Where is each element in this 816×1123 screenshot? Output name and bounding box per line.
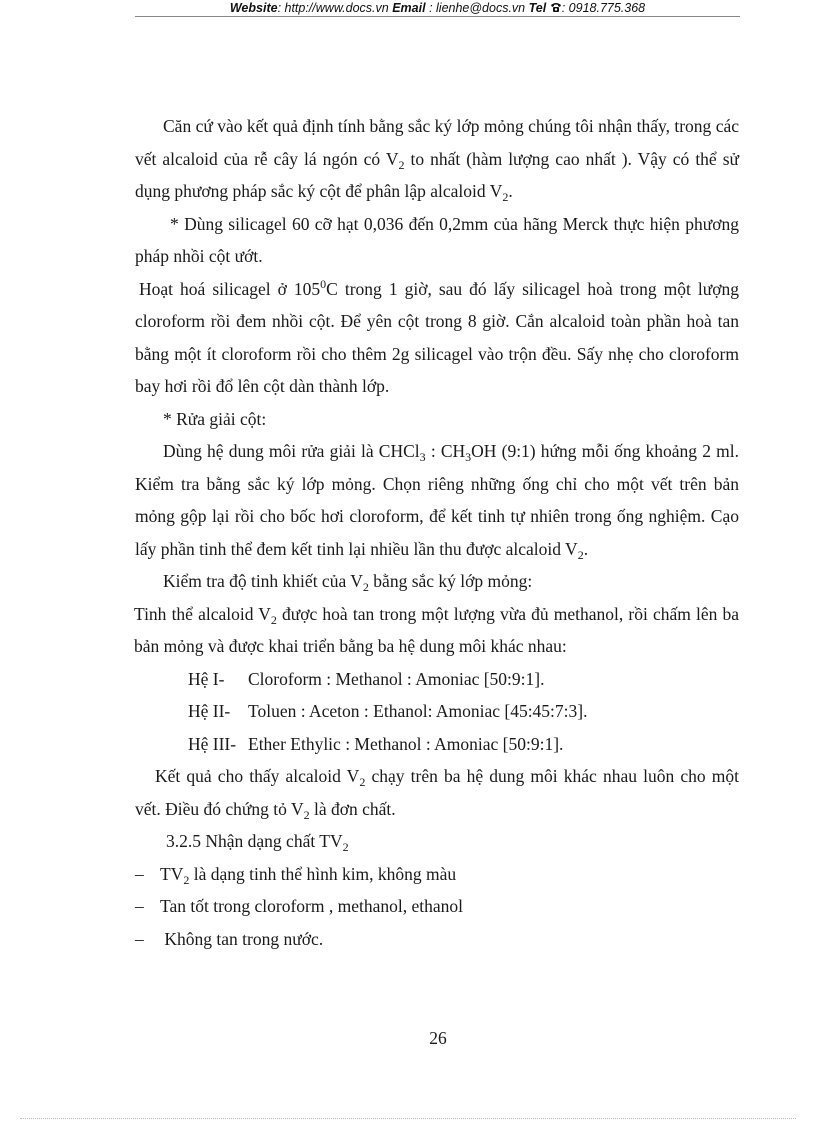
email-label: Email bbox=[392, 1, 426, 15]
paragraph-conclusion: Căn cứ vào kết quả định tính bằng sắc ký lớp mỏng chúng tôi nhận thấy, trong các vết alcaloid của rễ cây lá ngón có $V_2$ to nhất (hàm lượng cao nhất ). Vậy có thể sử dụng phương pháp sắc ký cột để phân lập alcaloid $V_2$. bbox=[135, 116, 739, 204]
paragraph-result: Kết quả cho thấy alcaloid $V_2$ chạy trên ba hệ dung môi khác nhau luôn cho một vết. Điều đó chứng tỏ $V_2$ là đơn chất. bbox=[135, 766, 739, 822]
paragraph-elution: Dùng hệ dung môi rửa giải là CHCl$_3$ : $CH_3OH$ (9:1) hứng mỗi ống khoảng 2 ml. Kiểm tra bằng sắc ký lớp mỏng. Chọn riêng những ống chỉ cho một vết trên bản mỏng gộp lại rồi cho bốc hơi cloroform, để kết tinh tự nhiên trong ống nghiệm. Cạo lấy phần tinh thể đem kết tinh lại nhiều lần thu được alcaloid $V_2$. bbox=[135, 441, 739, 562]
paragraph-activation: Hoạt hoá silicagel ở $105^0C$ trong 1 giờ, sau đó lấy silicagel hoà trong một lượng cloroform rồi đem nhồi cột. Để yên cột trong 8 giờ. Cắn alcaloid toàn phần hoà tan bằng một ít cloroform rồi cho thêm 2g silicagel vào trộn đều. Sấy nhẹ cho cloroform bay hơi rồi đổ lên cột dàn thành lớp. bbox=[135, 276, 739, 396]
website-value: : http://www.docs.vn bbox=[277, 1, 389, 15]
list-item: – Không tan trong nước. bbox=[135, 928, 324, 949]
page-number: 26 bbox=[429, 1028, 447, 1048]
phone-icon bbox=[550, 1, 562, 17]
solvent-system: Hệ I- Cloroform : Methanol : Amoniac [50:9:1]. bbox=[188, 668, 545, 689]
list-item: – Tan tốt trong cloroform , methanol, ethanol bbox=[135, 896, 464, 916]
solvent-system: Hệ II- Toluen : Aceton : Ethanol: Amoniac [45:45:7:3]. bbox=[188, 701, 588, 721]
document-body bbox=[135, 110, 739, 955]
list-item: – $TV_2$ là dạng tinh thể hình kim, không màu bbox=[135, 863, 457, 887]
section-heading: 3.2.5 Nhận dạng chất $TV_2$ bbox=[166, 831, 349, 854]
website-label: Website bbox=[229, 1, 278, 15]
tel-value: : 0918.775.368 bbox=[561, 1, 646, 15]
paragraph-crystal: Tinh thể alcaloid $V_2$ được hoà tan trong một lượng vừa đủ methanol, rồi chấm lên ba bản mỏng và được khai triển bằng ba hệ dung môi khác nhau: bbox=[134, 603, 739, 656]
footer-divider bbox=[20, 1118, 796, 1119]
email-value: : lienhe@docs.vn bbox=[429, 1, 526, 15]
page-header bbox=[135, 0, 740, 17]
paragraph-silicagel: * Dùng silicagel 60 cỡ hạt 0,036 đến 0,2mm của hãng Merck thực hiện phương pháp nhồi cột ướt. bbox=[135, 213, 739, 266]
solvent-system: Hệ III- Ether Ethylic : Methanol : Amoniac [50:9:1]. bbox=[188, 733, 564, 754]
paragraph-elution-title: * Rửa giải cột: bbox=[163, 408, 267, 429]
paragraph-purity-check: Kiểm tra độ tinh khiết của $V_2$ bằng sắc ký lớp mỏng: bbox=[163, 571, 533, 594]
tel-label: Tel bbox=[528, 1, 547, 15]
